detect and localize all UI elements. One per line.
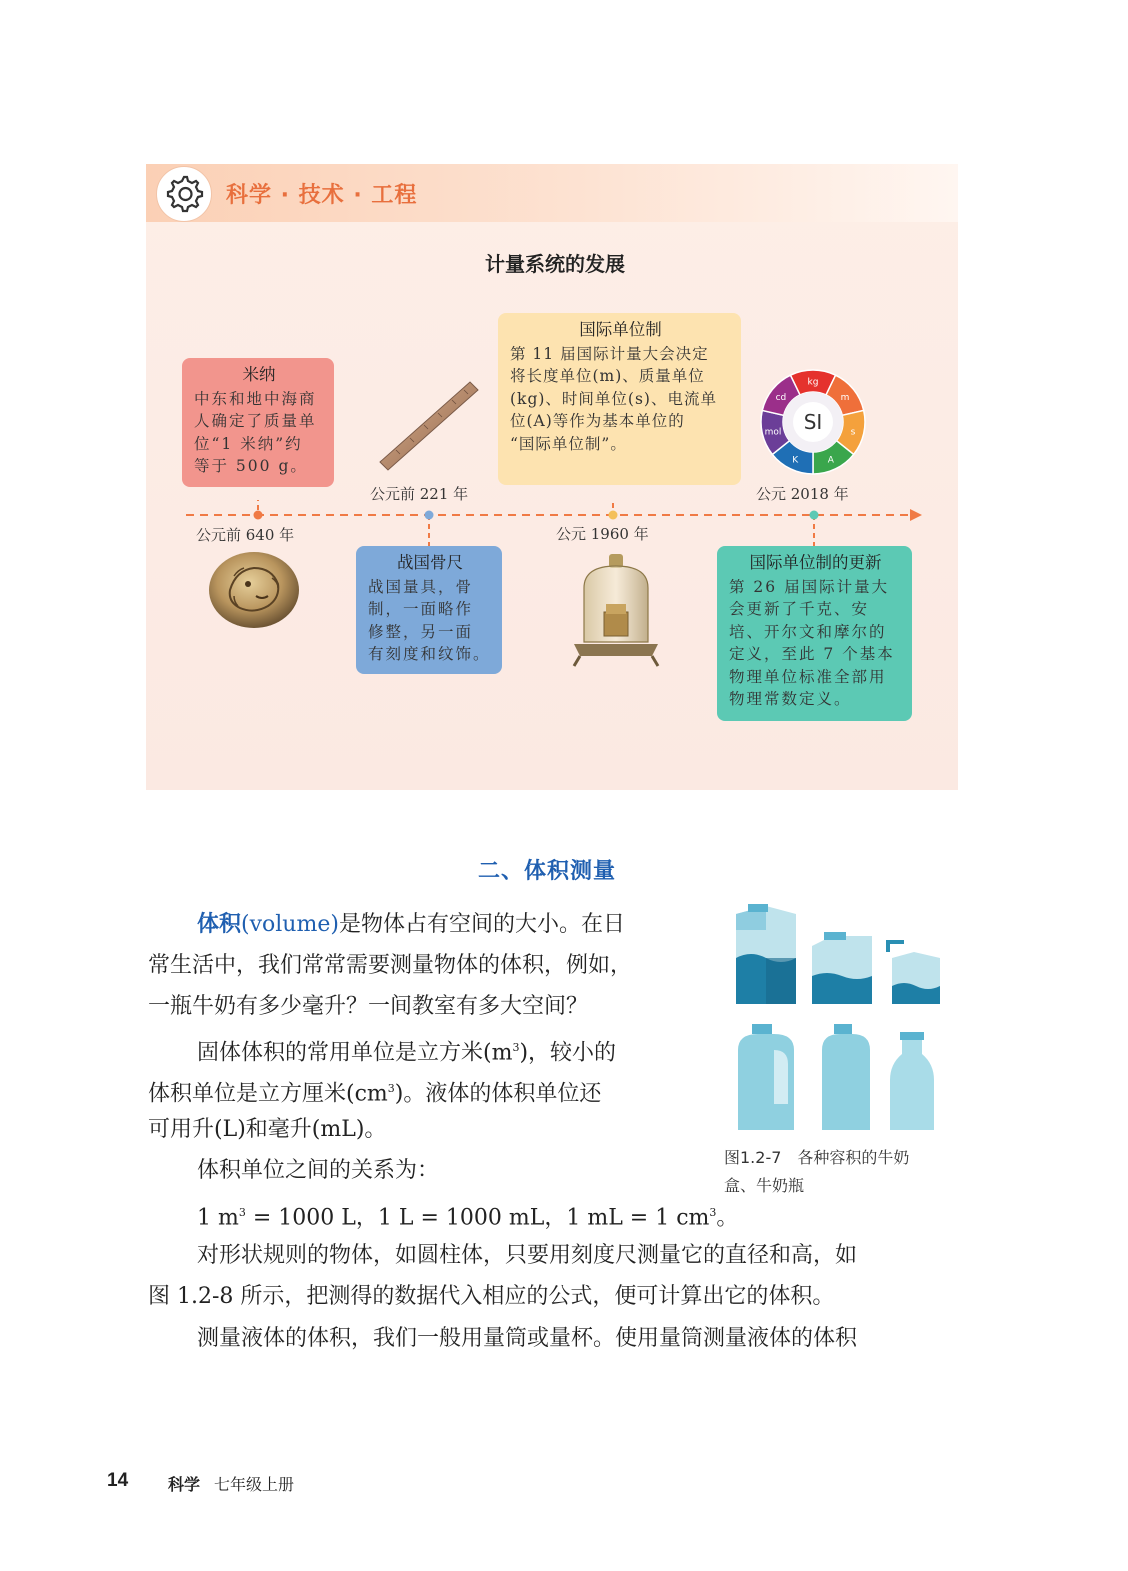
si-logo-image xyxy=(760,369,866,475)
milk-carton-small-icon xyxy=(888,942,940,1004)
event-text-line: 修整，另一面 xyxy=(368,622,474,641)
milk-carton-large-icon xyxy=(736,904,796,1004)
milk-bottle-icon xyxy=(890,1032,934,1130)
book-title xyxy=(168,1472,294,1495)
feature-title: 计量系统的发展 xyxy=(485,252,625,276)
event-text-line: 第 26 届国际计量大 xyxy=(729,577,890,596)
si-unit-label: m xyxy=(840,392,850,403)
kilogram-prototype-image xyxy=(566,548,666,672)
event-text-line: 中东和地中海商 xyxy=(194,389,317,408)
milk-jug-medium-icon xyxy=(822,1024,870,1130)
gear-icon xyxy=(156,166,212,222)
event-box-si-update xyxy=(717,546,912,721)
event-text-line: 物理常数定义。 xyxy=(729,690,852,708)
paragraph-line: 体积(volume)是物体占有空间的大小。在日 xyxy=(197,912,625,937)
paragraph-line: 固体体积的常用单位是立方米$(m^3)$，较小的 xyxy=(197,1040,617,1066)
paragraph-line: 体积单位之间的关系为： xyxy=(197,1158,440,1183)
event-text-line: 会更新了千克、安 xyxy=(729,600,870,618)
event-text-line: 人确定了质量单 xyxy=(194,412,317,430)
year-label: 公元前 640 年 xyxy=(196,526,295,544)
si-unit-label: mol xyxy=(764,427,782,438)
paragraph-line: 图 1.2-8 所示，把测得的数据代入相应的公式，便可计算出它的体积。 xyxy=(148,1284,835,1309)
formula-line: 1 $m^3 = 1000$ L，1 L = 1000 mL，1 mL = 1 $cm^3$。 xyxy=(197,1205,739,1231)
event-text-line: 第 11 届国际计量大会决定 xyxy=(510,344,709,363)
si-unit-label: cd xyxy=(775,392,787,403)
milk-containers-figure xyxy=(728,900,948,1136)
si-unit-label: A xyxy=(827,455,834,466)
event-text-line: 定义，至此 7 个基本 xyxy=(729,645,895,663)
event-text-line: 位“1 米纳”约 xyxy=(194,434,303,453)
event-title: 国际单位制 xyxy=(579,320,662,339)
event-text-line: 位(A)等作为基本单位的 xyxy=(510,412,685,430)
milk-carton-medium-icon xyxy=(812,932,872,1004)
si-unit-label: kg xyxy=(807,377,819,388)
event-text-line: (kg)、时间单位(s)、电流单 xyxy=(510,389,717,408)
event-box-bone-ruler xyxy=(356,546,502,674)
year-label: 公元 1960 年 xyxy=(556,525,649,543)
paragraph-line: 对形状规则的物体，如圆柱体，只要用刻度尺测量它的直径和高，如 xyxy=(197,1243,858,1268)
paragraph-line: 一瓶牛奶有多少毫升？一间教室有多大空间？ xyxy=(148,994,589,1019)
si-logo-center: SI xyxy=(803,410,823,434)
event-text-line: 等于 500 g。 xyxy=(194,457,308,475)
event-box-si xyxy=(498,313,741,485)
event-title: 米纳 xyxy=(242,365,276,384)
event-text-line: 培、开尔文和摩尔的 xyxy=(729,622,887,641)
bone-ruler-image xyxy=(376,378,482,474)
event-text-line: 物理单位标准全部用 xyxy=(729,667,887,686)
section-heading: 二、体积测量 xyxy=(478,859,617,884)
event-text-line: 制，一面略作 xyxy=(368,600,474,618)
year-label: 公元 2018 年 xyxy=(756,485,849,503)
milk-jug-large-icon xyxy=(738,1024,794,1130)
grade-label: 七年级上册 xyxy=(214,1475,295,1494)
lion-coin-image xyxy=(208,550,302,630)
event-text-line: 战国量具，骨 xyxy=(368,577,474,596)
paragraph-line: 可用升(L)和毫升(mL)。 xyxy=(148,1117,387,1142)
event-text-line: “国际单位制”。 xyxy=(510,434,627,453)
figure-caption: 图1.2-7 各种容积的牛奶 盒、牛奶瓶 xyxy=(724,1148,910,1195)
page-number: 14 xyxy=(107,1470,129,1491)
si-unit-label: s xyxy=(850,427,856,438)
event-text-line: 将长度单位(m)、质量单位 xyxy=(510,367,705,385)
event-text-line: 有刻度和纹饰。 xyxy=(368,645,491,663)
event-title: 国际单位制的更新 xyxy=(749,553,882,572)
event-box-mina xyxy=(182,358,334,487)
key-term: 体积 xyxy=(197,912,242,937)
subject-name: 科学 xyxy=(168,1475,201,1494)
paragraph-line: 体积单位是立方厘米$(cm^3)$。液体的体积单位还 xyxy=(148,1081,602,1107)
year-label: 公元前 221 年 xyxy=(370,485,469,503)
paragraph-line: 测量液体的体积，我们一般用量筒或量杯。使用量筒测量液体的体积 xyxy=(197,1326,858,1351)
section-label: 科学 · 技术 · 工程 xyxy=(226,183,418,208)
english-term: (volume) xyxy=(241,912,339,937)
si-unit-label: K xyxy=(792,455,799,466)
paragraph-line: 常生活中，我们常常需要测量物体的体积，例如， xyxy=(148,953,633,978)
event-title: 战国骨尺 xyxy=(397,553,463,572)
